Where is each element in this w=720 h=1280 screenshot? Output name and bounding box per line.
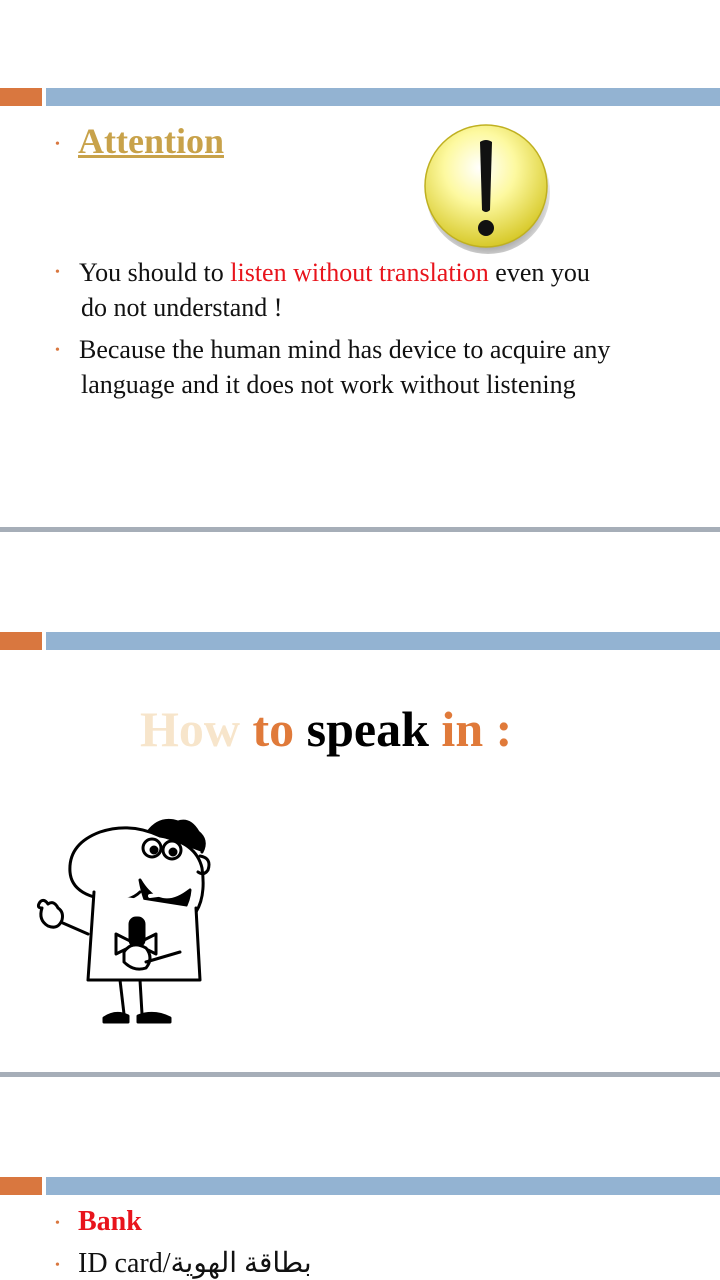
slide3-blue-bar xyxy=(46,1177,720,1195)
bullet-dot: • xyxy=(55,343,60,358)
slide2-blue-bar xyxy=(46,632,720,650)
bullet-dot: • xyxy=(55,1258,60,1273)
slide-separator xyxy=(0,527,720,532)
slide1-title: Attention xyxy=(78,121,224,161)
slide3-orange-bar xyxy=(0,1177,42,1195)
slide3-bullet-bank: Bank xyxy=(78,1206,142,1237)
slide1-bullet2-line2: language and it does not work without listening xyxy=(81,370,576,399)
slide1-bullet2-line1: Because the human mind has device to acquire any xyxy=(79,335,611,364)
slide1-orange-bar xyxy=(0,88,42,106)
slide1-blue-bar xyxy=(46,88,720,106)
slide2-heading: How to speak in : xyxy=(140,701,513,757)
slide2-orange-bar xyxy=(0,632,42,650)
exclamation-warning-icon xyxy=(420,122,554,256)
bullet-dot: • xyxy=(55,265,60,280)
slide-separator xyxy=(0,1072,720,1077)
highlight-text: listen without translation xyxy=(230,258,489,287)
slide1-bullet1-line1: You should to listen without translation even you xyxy=(79,258,590,287)
cartoon-speaker-illustration xyxy=(20,812,220,1028)
slide3-bullet-id-card: ID card/بطاقة الهوية xyxy=(78,1248,312,1279)
bullet-dot: • xyxy=(55,1216,60,1231)
bullet-dot: • xyxy=(55,137,60,152)
slide1-bullet1-line2: do not understand ! xyxy=(81,293,283,322)
